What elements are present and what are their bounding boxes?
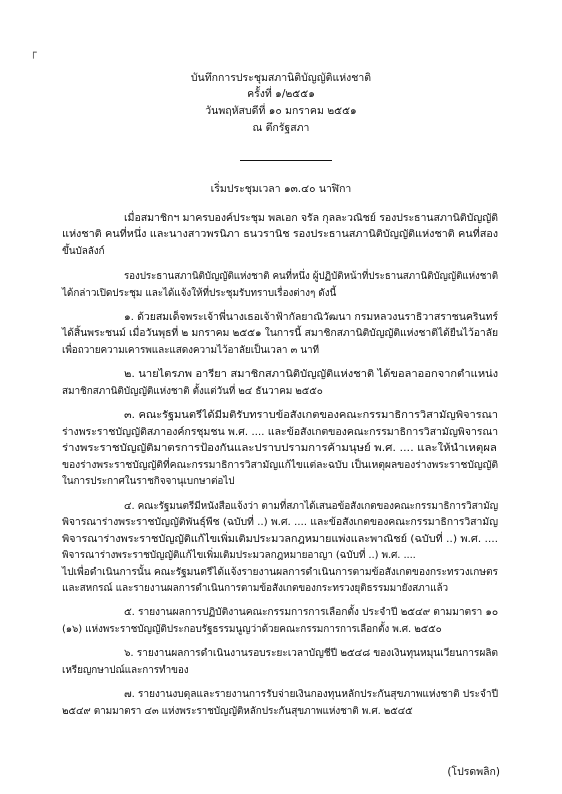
body-line: ไปเพื่อดำเนินการนั้น คณะรัฐมนตรีได้แจ้งรายงานผลการดำเนินการตามข้อสังเกตของกระทรวงเกษตร <box>62 567 498 578</box>
document-title: บันทึกการประชุมสภานิติบัญญัติแห่งชาติ <box>190 72 372 84</box>
body-line: และสหกรณ์ และรายงานผลการดำเนินการตามข้อสังเกตของกระทรวงยุติธรรมมายังสภาแล้ว <box>62 583 449 594</box>
body-line: เหรียญกษาปณ์และการทำของ <box>62 665 189 676</box>
meeting-date: วันพฤหัสบดีที่ ๑๐ มกราคม ๒๕๕๑ <box>205 105 357 117</box>
body-line: ขึ้นบัลลังก์ <box>62 246 105 257</box>
body-line: ๒. นายไตรภพ อารียา สมาชิกสภานิติบัญญัติแห่งชาติ ได้ขอลาออกจากตำแหน่ง <box>124 369 498 380</box>
body-line: รองประธานสภานิติบัญญัติแห่งชาติ คนที่หนึ่ง ผู้ปฏิบัติหน้าที่ประธานสภานิติบัญญัติแห่งชาติ <box>124 271 498 282</box>
body-line: ๑. ด้วยสมเด็จพระเจ้าพี่นางเธอเจ้าฟ้ากัลยาณิวัฒนา กรมหลวงนราธิวาสราชนครินทร์ <box>124 312 498 323</box>
body-line: ๖. รายงานผลการดำเนินงานรอบระยะเวลาบัญชีปี ๒๕๔๘ ของเงินทุนหมุนเวียนการผลิต <box>124 648 498 659</box>
body-line: ได้สิ้นพระชนม์ เมื่อวันพุธที่ ๒ มกราคม ๒๕๕๑ ในการนี้ สมาชิกสภานิติบัญญัติแห่งชาติได้ยืนไว้อาลัย <box>62 328 498 339</box>
session-number: ครั้งที่ ๑/๒๕๕๑ <box>247 88 315 100</box>
body-line: ในการประกาศในราชกิจจานุเบกษาต่อไป <box>62 476 235 487</box>
body-line: เพื่อถวายความเคารพและแสดงความไว้อาลัยเป็นเวลา ๓ นาที <box>62 345 320 356</box>
body-line: แห่งชาติ คนที่หนึ่ง และนางสาวพรนิภา ธนวรานิช รองประธานสภานิติบัญญัติแห่งชาติ คนที่สอง <box>62 229 498 240</box>
start-time: เริ่มประชุมเวลา ๑๓.๔๐ นาฬิกา <box>210 183 352 195</box>
body-line: พิจารณาร่างพระราชบัญญัติแก้ไขเพิ่มเติมประมวลกฎหมายแพ่งและพาณิชย์ (ฉบับที่ ..) พ.ศ. .... <box>62 534 498 545</box>
body-line: ๔. คณะรัฐมนตรีมีหนังสือแจ้งว่า ตามที่สภาได้เสนอข้อสังเกตของคณะกรรมาธิการวิสามัญ <box>124 501 498 512</box>
body-line: ๓. คณะรัฐมนตรีได้มีมติรับทราบข้อสังเกตของคณะกรรมาธิการวิสามัญพิจารณา <box>124 410 498 421</box>
body-line: ร่างพระราชบัญญัติมาตรการป้องกันและปราบปรามการค้ามนุษย์ พ.ศ. .... และให้นำเหตุผล <box>62 443 497 454</box>
body-line: พิจารณาร่างพระราชบัญญัติแก้ไขเพิ่มเติมประมวลกฎหมายอาญา (ฉบับที่ ..) พ.ศ. .... <box>62 550 416 561</box>
corner-mark: ┌ <box>30 46 37 59</box>
body-line: ๕. รายงานผลการปฏิบัติงานคณะกรรมการการเลือกตั้ง ประจำปี ๒๕๔๙ ตามมาตรา ๑๐ <box>124 607 498 618</box>
header-divider <box>240 160 332 161</box>
body-line: ๗. รายงานงบดุลและรายงานการรับจ่ายเงินกองทุนหลักประกันสุขภาพแห่งชาติ ประจำปี <box>124 689 498 700</box>
body-line: (๑๖) แห่งพระราชบัญญัติประกอบรัฐธรรมนูญว่าด้วยคณะกรรมการการเลือกตั้ง พ.ศ. ๒๕๕๐ <box>62 624 442 635</box>
meeting-place: ณ ตึกรัฐสภา <box>252 122 310 134</box>
body-line: เมื่อสมาชิกฯ มาครบองค์ประชุม พลเอก จรัล กุลละวณิชย์ รองประธานสภานิติบัญญัติ <box>124 213 498 224</box>
page-turn-note: (โปรดพลิก) <box>447 766 500 778</box>
body-line: ร่างพระราชบัญญัติสภาองค์กรชุมชน พ.ศ. .... และข้อสังเกตของคณะกรรมาธิการวิสามัญพิจารณา <box>62 427 498 438</box>
body-line: สมาชิกสภานิติบัญญัติแห่งชาติ ตั้งแต่วันที่ ๒๔ ธันวาคม ๒๕๕๐ <box>62 386 323 397</box>
body-line: ๒๕๔๙ ตามมาตรา ๔๓ แห่งพระราชบัญญัติหลักประกันสุขภาพแห่งชาติ พ.ศ. ๒๕๔๕ <box>62 706 413 717</box>
body-line: ได้กล่าวเปิดประชุม และได้แจ้งให้ที่ประชุมรับทราบเรื่องต่างๆ ดังนี้ <box>62 288 337 299</box>
body-line: ของร่างพระราชบัญญัติที่คณะกรรมาธิการวิสามัญแก้ไขแต่ละฉบับ เป็นเหตุผลของร่างพระราชบัญญัติ <box>62 460 498 471</box>
body-line: พิจารณาร่างพระราชบัญญัติพันธุ์พืช (ฉบับที่ ..) พ.ศ. .... และข้อสังเกตของคณะกรรมาธิการวิสามัญ <box>62 517 498 528</box>
